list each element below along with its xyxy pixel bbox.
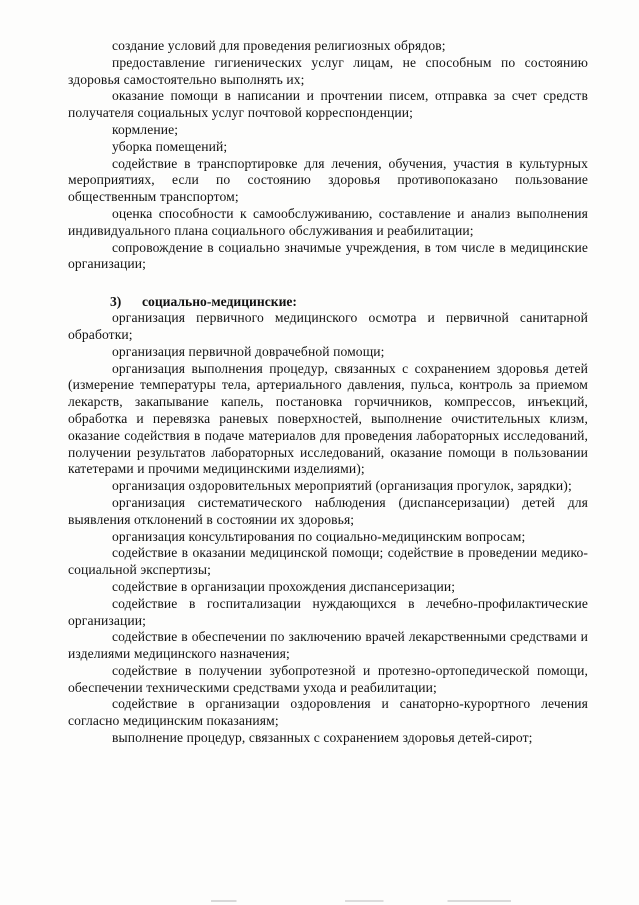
paragraph: содействие в оказании медицинской помощи; содействие в проведении медико-социальной экспертизы; [68, 545, 588, 578]
paragraph: организация первичного медицинского осмотра и первичной санитарной обработки; [68, 310, 588, 342]
paragraph: содействие в госпитализации нуждающихся в лечебно-профилактические организации; [68, 595, 588, 628]
section-heading [68, 293, 588, 310]
paragraph: оказание помощи в написании и прочтении писем, отправка за счет средств получателя социальных услуг почтовой корреспонденции; [68, 88, 588, 121]
scan-edge-artifact [0, 900, 639, 902]
paragraph: организация консультирования по социально-медицинским вопросам; [112, 528, 526, 544]
paragraph: содействие в получении зубопротезной и протезно-ортопедической помощи, обеспечении техническими средствами ухода и реабилитации; [68, 662, 588, 695]
paragraph: оценка способности к самообслуживанию, составление и анализ выполнения индивидуального плана социального обслуживания и реабилитации; [68, 205, 588, 238]
paragraph: содействие в транспортировке для лечения, обучения, участия в культурных мероприятиях, если по состоянию здоровья противопоказано пользование общественным транспортом; [68, 155, 588, 205]
paragraph: организация первичной доврачебной помощи; [112, 343, 385, 359]
paragraph: организация систематического наблюдения (диспансеризации) детей для выявления отклонений в состоянии их здоровья; [68, 494, 588, 527]
section-title: социально-медицинские: [142, 294, 297, 310]
paragraph: содействие в организации прохождения диспансеризации; [112, 578, 456, 594]
paragraph: уборка помещений; [112, 138, 228, 154]
paragraph: содействие в организации оздоровления и санаторно-курортного лечения согласно медицинским показаниям; [68, 696, 588, 729]
paragraph: организация выполнения процедур, связанных с сохранением здоровья детей (измерение температуры тела, артериального давления, пульса, контроль за приемом лекарств, закапывание капель, постановка горчичников, компрессов, инъекций, обработка и перевязка раневых поверхностей, выполнение очистительных клизм, оказание содействия в подаче материалов для проведения лабораторных исследований, получении результатов лабораторных исследований, оказание помощи в пользовании катетерами и прочими медицинскими изделиями); [68, 360, 588, 477]
paragraph: предоставление гигиенических услуг лицам, не способным по состоянию здоровья самостоятельно выполнять их; [68, 54, 588, 87]
paragraph: содействие в обеспечении по заключению врачей лекарственными средствами и изделиями медицинского назначения; [68, 629, 588, 662]
paragraph: создание условий для проведения религиозных обрядов; [112, 38, 446, 53]
document-body [68, 38, 588, 747]
paragraph: выполнение процедур, связанных с сохранением здоровья детей-сирот; [112, 730, 533, 746]
paragraph: организация оздоровительных мероприятий (организация прогулок, зарядки); [112, 478, 572, 494]
paragraph: сопровождение в социально значимые учреждения, в том числе в медицинские организации; [68, 239, 588, 272]
section-number: 3) [110, 294, 122, 310]
paragraph: кормление; [112, 121, 179, 137]
